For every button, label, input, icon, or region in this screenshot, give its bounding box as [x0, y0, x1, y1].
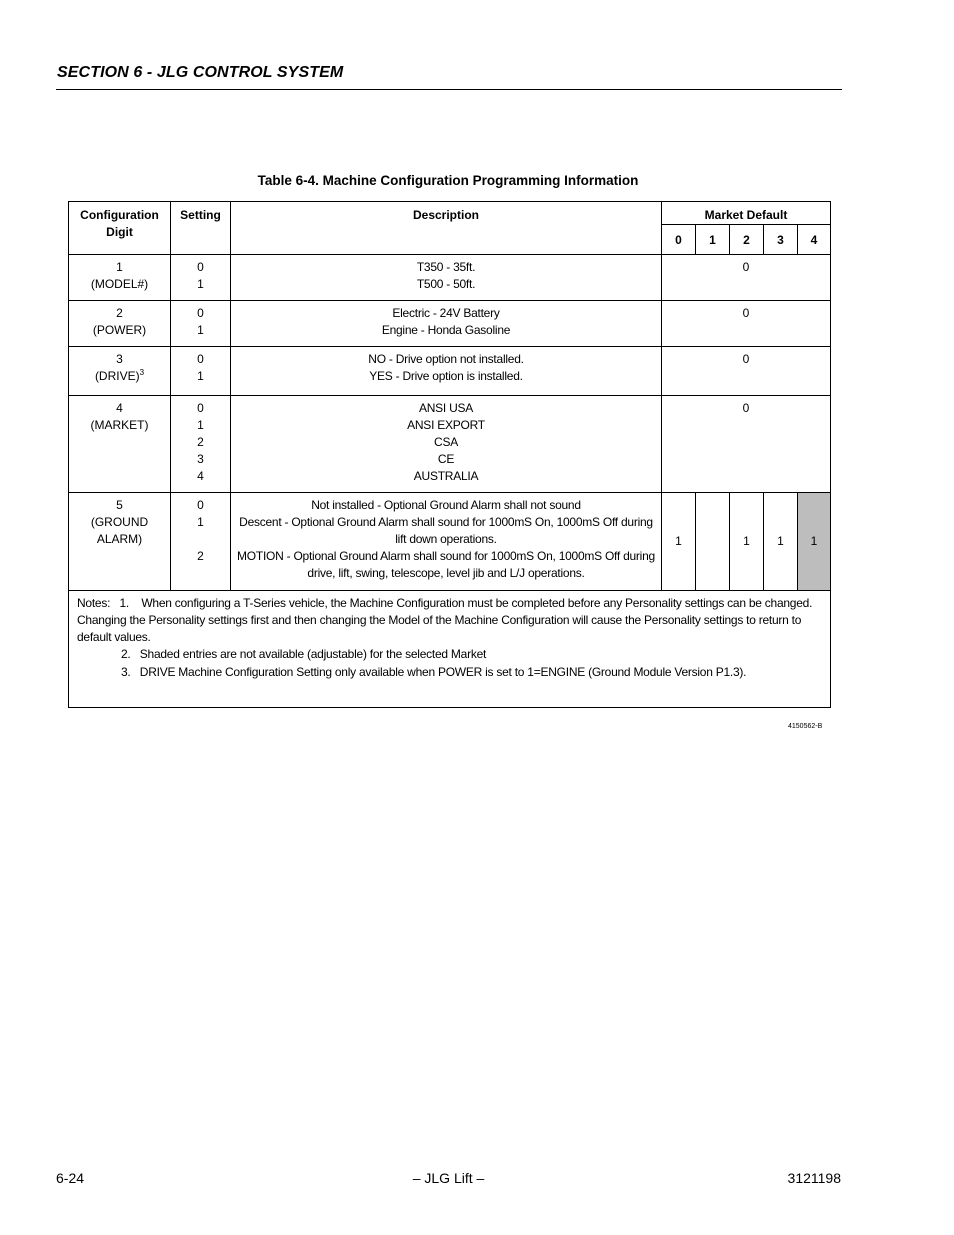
description-cell: NO - Drive option not installed. YES - Drive option is installed. [231, 347, 662, 396]
market-2-header: 2 [730, 225, 764, 255]
header-market-default: Market Default [662, 202, 831, 225]
market-4-value-shaded: 1 [798, 493, 831, 591]
document-number: 3121198 [787, 1170, 841, 1186]
market-1-value [696, 493, 730, 591]
note-2: 2. Shaded entries are not available (adjustable) for the selected Market [121, 647, 487, 661]
figure-code: 4150562-B [788, 723, 823, 730]
table-row [69, 396, 831, 493]
table-header-row [69, 202, 831, 225]
table-caption: Table 6-4. Machine Configuration Programming Information [257, 173, 639, 188]
setting-cell: 0 1 2 [171, 493, 231, 591]
config-digit-cell: 1 (MODEL#) [69, 255, 171, 301]
page-number: 6-24 [56, 1170, 85, 1186]
table-row [69, 301, 831, 347]
market-default-cell: 0 [662, 347, 831, 396]
market-4-header: 4 [798, 225, 831, 255]
section-title: SECTION 6 - JLG CONTROL SYSTEM [57, 64, 344, 81]
market-3-header: 3 [764, 225, 798, 255]
setting-cell: 0 1 [171, 347, 231, 396]
header-description: Description [231, 202, 662, 255]
notes-cell [69, 591, 831, 708]
table-row [69, 493, 831, 591]
description-cell: Electric - 24V Battery Engine - Honda Gasoline [231, 301, 662, 347]
config-digit-cell: 2 (POWER) [69, 301, 171, 347]
table-row [69, 347, 831, 396]
header-config-digit: Configuration Digit [69, 202, 171, 255]
header-rule [56, 89, 842, 90]
config-digit-cell: 3 (DRIVE)$^3$ [69, 347, 171, 396]
market-2-value: 1 [730, 493, 764, 591]
market-default-cell: 0 [662, 301, 831, 347]
market-3-value: 1 [764, 493, 798, 591]
setting-cell: 0 1 2 3 4 [171, 396, 231, 493]
market-0-value: 1 [662, 493, 696, 591]
setting-cell: 0 1 [171, 301, 231, 347]
note-3: 3. DRIVE Machine Configuration Setting only available when POWER is set to 1=ENGINE (Ground Module Version P1.3). [121, 665, 747, 679]
setting-cell: 0 1 [171, 255, 231, 301]
market-default-cell: 0 [662, 255, 831, 301]
config-digit-cell: 5 (GROUND ALARM) [69, 493, 171, 591]
description-cell: Not installed - Optional Ground Alarm shall not sound Descent - Optional Ground Alarm shall sound for 1000mS On, 1000mS Off during lift down operations. MOTION - Optional Ground Alarm shall sound for 1000mS On, 1000mS Off during drive, lift, swing, telescope, level jib and L/J operations. [231, 493, 662, 591]
footer-brand: – JLG Lift – [412, 1170, 485, 1186]
table-row [69, 255, 831, 301]
notes-row [69, 591, 831, 708]
market-0-header: 0 [662, 225, 696, 255]
config-digit-cell: 4 (MARKET) [69, 396, 171, 493]
header-setting: Setting [171, 202, 231, 255]
market-1-header: 1 [696, 225, 730, 255]
market-default-cell: 0 [662, 396, 831, 493]
description-cell: T350 - 35ft. T500 - 50ft. [231, 255, 662, 301]
note-1: Notes: 1. When configuring a T-Series vehicle, the Machine Configuration must be completed before any Personality settings can be changed. Changing the Personality settings first and then changing the Model of the Machine Configuration will cause the Personality settings to return to default values. [77, 596, 813, 644]
description-cell: ANSI USA ANSI EXPORT CSA CE AUSTRALIA [231, 396, 662, 493]
configuration-table [68, 201, 831, 708]
